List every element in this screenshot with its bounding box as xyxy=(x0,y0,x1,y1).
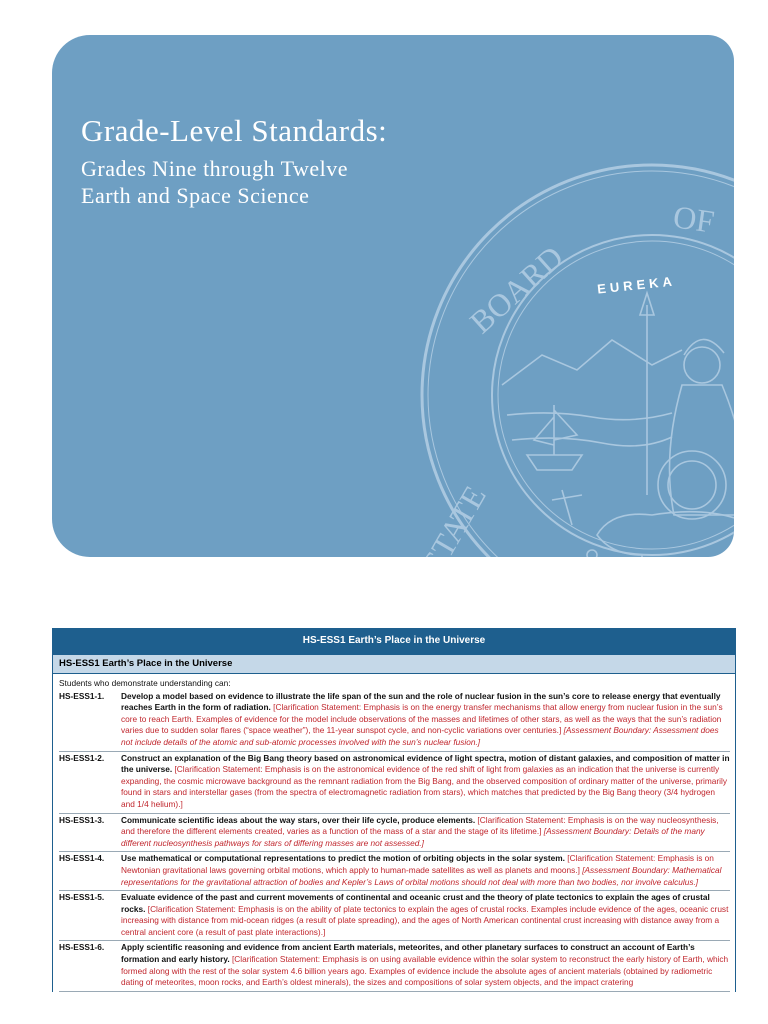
standard-row xyxy=(59,891,730,941)
clarification-statement: [Clarification Statement: Emphasis is on the energy transfer mechanisms that allow energy from nuclear fusion in the sun’s core to reach Earth. Examples of evidence for the model include observations of the masses and lifetimes of other stars, as well as the ways that the sun’s radiation varies due to sudden solar flares (“space weather”), the 11-year sunspot cycle, and non-cyclic variations over centuries.] xyxy=(121,702,723,736)
seal-word-state: STATE xyxy=(414,479,493,579)
clarification-statement: [Clarification Statement: Emphasis is on Newtonian gravitational laws governing orbital motions, which apply to human-made satellites as well as planets and moons.] xyxy=(121,853,714,875)
standards-table-body xyxy=(53,674,735,992)
standard-text xyxy=(121,942,730,988)
clarification-statement: [Clarification Statement: Emphasis is on the ability of plate tectonics to explain the ages of crustal rocks. Examples include evidence of the ages, oceanic crust increasing with distance from mid-ocean ridges (a result of plate spreading), and the ages of North American continental crust increasing with distance away from a central ancient core (a result of past plate interactions).] xyxy=(121,903,729,937)
performance-expectation: Communicate scientific ideas about the way stars, over their life cycle, produce elements. xyxy=(121,814,476,825)
assessment-boundary: [Assessment Boundary: Assessment does not include details of the atomic and sub-atomic processes involved with the sun’s nuclear fusion.] xyxy=(121,725,719,747)
cover-title-block xyxy=(81,113,387,209)
standard-text xyxy=(121,853,730,888)
performance-expectation: Develop a model based on evidence to illustrate the life span of the sun and the role of nuclear fusion in the sun’s core to release energy that eventually reaches Earth in the form of radiation. xyxy=(121,690,721,713)
clarification-statement: [Clarification Statement: Emphasis is on the astronomical evidence of the red shift of light from galaxies as an indication that the universe is currently expanding, the cosmic microwave background as the remnant radiation from the Big Bang, and the observed composition of ordinary matter of the universe, primarily found in stars and interstellar gases (from the spectra of electromagnetic radiation from stars), which matches that predicted by the Big Bang theory (3/4 hydrogen and 1/4 helium).] xyxy=(121,764,727,809)
performance-expectation: Apply scientific reasoning and evidence from ancient Earth materials, meteorites, and other planetary surfaces to construct an account of Earth’s formation and early history. xyxy=(121,942,695,965)
standard-code: HS-ESS1-2. xyxy=(59,752,105,763)
standard-text xyxy=(121,691,730,749)
standard-code: HS-ESS1-6. xyxy=(59,942,105,953)
performance-expectation: Construct an explanation of the Big Bang theory based on astronomical evidence of light spectra, motion of distant galaxies, and composition of matter in the universe. xyxy=(121,752,730,775)
standard-text xyxy=(121,815,730,850)
standard-row xyxy=(59,752,730,814)
assessment-boundary: [Assessment Boundary: Mathematical representations for the gravitational attraction of bodies and Kepler’s Laws of orbital motions should not deal with more than two bodies, nor involve calculus.] xyxy=(121,864,722,887)
clarification-statement: [Clarification Statement: Emphasis is on the way nucleosynthesis, and therefore the different elements created, varies as a function of the mass of a star and the stage of its lifetime.] xyxy=(121,814,719,837)
cover-subtitle xyxy=(81,155,387,209)
cover-subtitle-subject: Earth and Space Science xyxy=(81,183,310,208)
standard-code: HS-ESS1-4. xyxy=(59,853,105,864)
standards-table xyxy=(52,628,736,992)
standard-code: HS-ESS1-5. xyxy=(59,892,105,903)
assessment-boundary: [Assessment Boundary: Details of the many different nucleosynthesis pathways for stars of differing masses are not assessed.] xyxy=(121,826,705,848)
standard-text xyxy=(121,892,730,938)
performance-expectation: Evaluate evidence of the past and current movements of continental and oceanic crust and the theory of plate tectonics to explain the ages of crustal rocks. xyxy=(121,892,710,914)
cover-subtitle-grades: Grades Nine through Twelve xyxy=(81,156,349,181)
standards-intro: Students who demonstrate understanding can: xyxy=(59,678,231,688)
cover-title: Grade-Level Standards: xyxy=(81,113,388,148)
standard-code: HS-ESS1-1. xyxy=(59,690,105,701)
standard-code: HS-ESS1-3. xyxy=(59,814,105,825)
standards-table-header: HS-ESS1 Earth’s Place in the Universe xyxy=(53,628,735,654)
seal-motto: EUREKA xyxy=(596,273,677,297)
state-seal-icon xyxy=(412,155,734,579)
standards-table-subheader: HS-ESS1 Earth’s Place in the Universe xyxy=(53,654,735,674)
standard-row xyxy=(59,852,730,891)
performance-expectation: Use mathematical or computational representations to predict the motion of orbiting objects in the solar system. xyxy=(121,853,565,864)
cover-banner xyxy=(52,35,734,579)
seal-word-board: BOARD xyxy=(462,238,570,341)
clarification-statement: [Clarification Statement: Emphasis is on using available evidence within the solar system to reconstruct the early history of Earth, which formed along with the rest of the solar system 4.6 billion years ago. Examples of evidence include the absolute ages of ancient materials (obtained by radiometric dating of meteorites, moon rocks, and Earth’s oldest minerals), the sizes and compositions of solar system objects, and the impact cratering xyxy=(121,954,729,988)
seal-word-of: OF xyxy=(671,198,717,240)
standard-row xyxy=(59,941,730,991)
standard-row xyxy=(59,814,730,853)
standard-text xyxy=(121,753,730,811)
standard-row xyxy=(59,690,730,752)
